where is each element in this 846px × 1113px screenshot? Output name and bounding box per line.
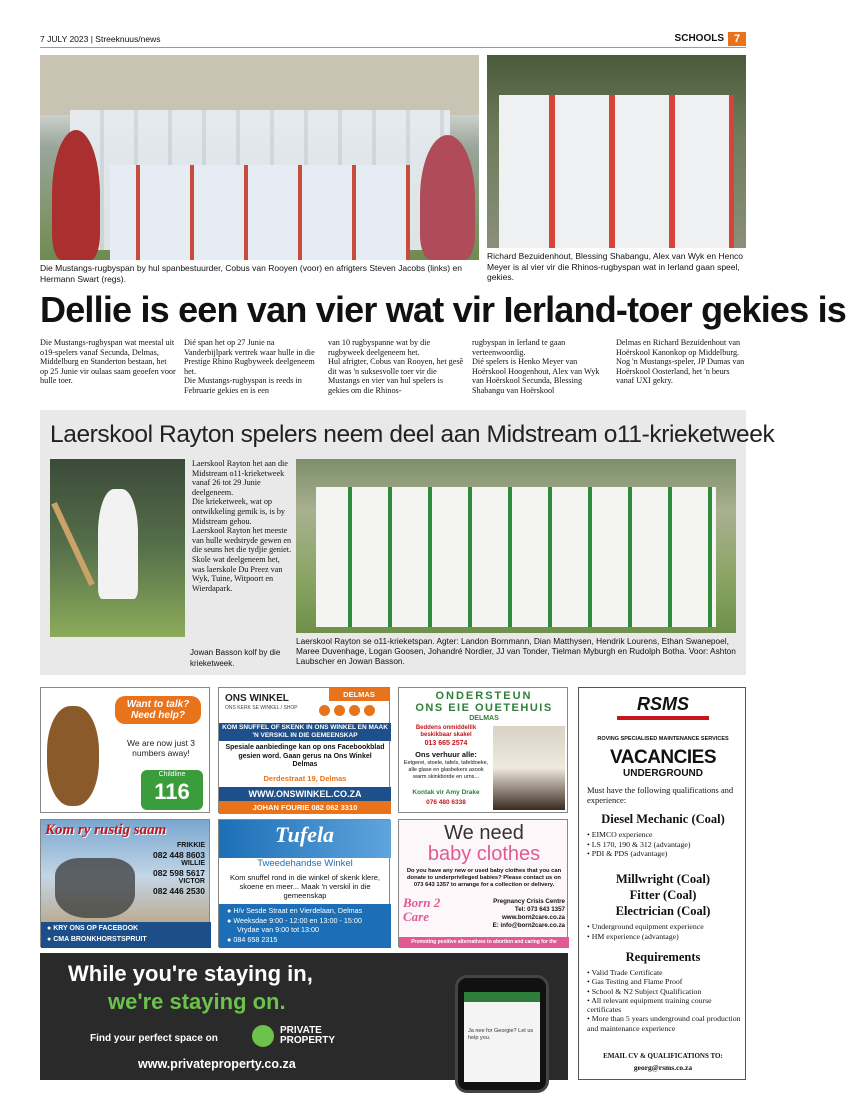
ons-winkel-town: DELMAS xyxy=(329,688,389,701)
rsms-email[interactable]: georg@rsms.co.za xyxy=(633,1063,693,1072)
rsms-logo xyxy=(579,694,747,715)
baby-web[interactable]: www.born2care.co.za xyxy=(501,914,565,921)
tufela-ad xyxy=(218,819,390,947)
ons-winkel-body: Spesiale aanbiedinge kan op ons Facebookblad gesien word. Gaan gerus na Ons Winkel Delmas xyxy=(225,744,385,768)
ons-winkel-tagline: ONS KERK SE WINKEL / SHOP xyxy=(225,705,298,711)
rugby-column-3: van 10 rugbyspanne wat by die rugbyweek deelgeneem het. Hul afrigter, Cobus van Rooyen, het gesê dit was 'n suksesvolle toer vir die Mustangs en vier van hul spelers is gekies om die Rhinos- xyxy=(328,338,464,395)
ouetehuis-sale-list: Eetgerei, stoele, tafels, tafeldoeke, alle glase en glasbekers asook warm skinkborde en urns... xyxy=(403,760,489,780)
cricket-team-caption: Laerskool Rayton se o11-krieketspan. Agter: Landon Bornmann, Dian Matthysen, Hendrik Lourens, Ethan Swanepoel, Maree Duvenhage, Logan Goosen, Johandré Nordier, JJ van Tonder, Tielman Myburgh en Rudolph Botha. Voor: Ashton Laubscher en Jowan Basson. xyxy=(296,636,736,666)
mustangs-photo-caption: Die Mustangs-rugbyspan by hul spanbestuurder, Cobus van Rooyen (voor) en afrigters Steven Jacobs (links) en Hermann Swart (regs). xyxy=(40,263,462,284)
pp-find: Find your perfect space on xyxy=(90,1033,218,1044)
childline-brand: Childline xyxy=(158,771,186,778)
page-number: 7 xyxy=(728,32,746,46)
rsms-vacancies-ad xyxy=(578,687,746,1080)
contact-phone: 082 598 5617 xyxy=(153,868,205,878)
list-item: • LS 170, 190 & 312 (advantage) xyxy=(587,839,691,849)
rsms-role2: Millwright (Coal) xyxy=(615,872,711,886)
list-item: • Valid Trade Certificate xyxy=(587,968,663,977)
pp-brand xyxy=(280,1026,335,1046)
pp-phone-text: Ja nee for Georgie? Let us help you. xyxy=(468,1028,534,1041)
rsms-sub: ROVING SPECIALISED MAINTENANCE SERVICES xyxy=(597,736,729,742)
rustig-footer xyxy=(41,922,211,948)
rugby-column-1: Die Mustangs-rugbyspan wat meestal uit o19-spelers vanaf Secunda, Delmas, Middelburg en Standerton bestaan, het op 25 Junie vir oulaas saam geoefen voor hulle toer. xyxy=(40,338,176,386)
private-property-ad xyxy=(40,953,568,1080)
facebook-icon xyxy=(319,705,330,716)
tufela-address: ● H/v Sesde Straat en Vierdelaan, Delmas xyxy=(227,906,363,915)
pp-logo-icon xyxy=(252,1025,274,1047)
rsms-role3: Fitter (Coal) xyxy=(629,888,697,902)
list-item: • PDI & PDS (advantage) xyxy=(587,849,668,858)
list-item: • EIMCO experience xyxy=(587,830,653,839)
tufela-info xyxy=(219,904,391,948)
contact-phone: 082 446 2530 xyxy=(153,886,205,896)
pp-url[interactable]: www.privateproperty.co.za xyxy=(138,1057,296,1071)
rugby-column-4: rugbyspan in Ierland te gaan verteenwoordig. Dié spelers is Henko Meyer van Hoërskool Hoogenhout, Alex van Wyk van Hoërskool Secunda, Blessing Shabangu van Hoërskool xyxy=(472,338,600,395)
rugby-column-2: Dié span het op 27 Junie na Vanderbijlpark vertrek waar hulle in die Prestige Rhino Rugbyweek deelgeneem het. Die Mustangs-rugbyspan is reeds in Februarie gekies en is een xyxy=(184,338,315,395)
list-item: • Gas Testing and Flame Proof xyxy=(587,977,683,987)
pp-line2: we're staying on. xyxy=(108,989,286,1014)
rhinos-photo-caption: Richard Bezuidenhout, Blessing Shabangu, Alex van Wyk en Henco Meyer is al vier vir die Rhinos-rugbyspan wat in Ierland gaan speel, gekies. xyxy=(487,251,744,282)
batsman-photo xyxy=(50,459,185,637)
contact-name: VICTOR xyxy=(178,878,205,885)
baby-title1: We need xyxy=(444,822,524,844)
list-item: • HM experience (advantage) xyxy=(587,931,679,941)
pp-brand2: PROPERTY xyxy=(280,1035,336,1046)
cricket-article xyxy=(40,410,775,675)
instagram-icon xyxy=(349,705,360,716)
section-label: SCHOOLS xyxy=(674,33,724,44)
rsms-role4: Electrician (Coal) xyxy=(615,904,711,918)
mustangs-team-photo xyxy=(40,55,479,260)
childline-ad xyxy=(40,687,210,813)
ons-winkel-contact: JOHAN FOURIE 082 062 3310 xyxy=(219,801,391,814)
contact-name: FRIKKIE xyxy=(177,842,205,849)
motorbike-icon xyxy=(55,858,135,918)
list-item: • More than 5 years underground coal production and maintenance experience xyxy=(587,1014,741,1033)
baby-contact xyxy=(471,898,565,930)
tufela-logo: Tufela xyxy=(275,822,335,847)
ons-winkel-site: WWW.ONSWINKEL.CO.ZA xyxy=(219,787,391,801)
tufela-hours1: ● Weeksdae 9:00 - 12:00 en 13:00 - 15:00 xyxy=(227,915,362,925)
facebook-icon: ● xyxy=(47,925,52,932)
ons-winkel-title: KOM SNUFFEL OF SKENK IN ONS WINKEL EN MAAK 'N VERSKIL IN DIE GEMEENSKAP xyxy=(219,723,391,741)
location-pin-icon: ● xyxy=(227,906,232,915)
tufela-hours2: Vrydae van 9:00 tot 13:00 xyxy=(237,925,320,934)
ons-winkel-address: Derdestraat 19, Delmas xyxy=(263,774,347,783)
ouetehuis-sale-title: Ons verhuur alle: xyxy=(415,750,477,759)
baby-footer: Promoting positive alternatives to abortion and caring for the xyxy=(399,937,569,948)
childline-line: We are now just 3 numbers away! xyxy=(127,738,195,758)
phone-icon: ● xyxy=(227,934,232,944)
rsms-underground: UNDERGROUND xyxy=(623,768,703,779)
ouetehuis-town: DELMAS xyxy=(469,715,499,722)
baby-email[interactable]: E: info@born2care.co.za xyxy=(492,922,565,929)
rustig-cma: ● CMA BRONKHORSTSPRUIT xyxy=(47,935,147,943)
dining-table-photo xyxy=(493,726,565,810)
rustig-fb: ● KRY ONS OP FACEBOOK xyxy=(47,925,139,932)
rsms-logo-text: RSMS xyxy=(636,694,689,714)
page-header xyxy=(40,32,746,48)
pp-line1: While you're staying in, xyxy=(68,961,313,986)
rsms-req-title: Requirements xyxy=(625,950,701,964)
rsms-role1: Diesel Mechanic (Coal) xyxy=(601,812,725,826)
tufela-banner xyxy=(219,820,391,858)
cricket-body: Laerskool Rayton het aan die Midstream o11-krieketweek vanaf 26 tot 29 Junie deelgeneem. Die krieketweek, wat op ontwikkeling gemik is, is by Midstream gehou. Laerskool Rayton het meeste van hulle wedstryde gewen en die seuns het die tydjie geniet. Skole wat deelgeneem het, was laerskole Du Preez van Wyk, Tuine, Witpoort en Wierdapark. xyxy=(192,459,292,593)
contact-name: WILLIE xyxy=(181,860,205,867)
rustig-title: Kom ry rustig saam xyxy=(45,822,167,838)
twitter-icon xyxy=(334,705,345,716)
ons-winkel-logo: ONS WINKEL xyxy=(225,693,289,704)
baby-tel: Tel: 073 643 1357 xyxy=(514,906,565,913)
rugby-column-5: Delmas en Richard Bezuidenhout van Hoërskool Kanonkop op Middelburg. Nog 'n Mustangs-speler, JP Dumas van Hoërskool Oosterland, het 'n beurs vanaf UXI gekry. xyxy=(616,338,745,386)
tufela-body: Kom snuffel rond in die winkel of skenk klere, skoene en meer... Maak 'n verskil in die gemeenskap xyxy=(230,873,380,900)
ons-winkel-ad xyxy=(218,687,390,813)
rsms-vacancies: VACANCIES xyxy=(610,747,716,768)
clock-icon: ● xyxy=(227,915,232,925)
publication-date: 7 JULY 2023 | Streeknuus/news xyxy=(40,34,161,44)
pp-brand1: PRIVATE xyxy=(280,1025,322,1036)
ouetehuis-contact: Kontak vir Amy Drake xyxy=(412,789,480,796)
childline-bubble: Want to talk? Need help? xyxy=(115,696,201,724)
rsms-email-label: EMAIL CV & QUALIFICATIONS TO: xyxy=(603,1052,723,1060)
ouetehuis-ad xyxy=(398,687,568,813)
list-item: • School & N2 Subject Qualification xyxy=(587,986,702,996)
teddy-bear-icon xyxy=(47,706,99,806)
childline-phone: 116 xyxy=(154,779,190,804)
phone-mockup-icon xyxy=(455,975,549,1093)
list-item: • All relevant equipment training course certificates xyxy=(587,995,712,1015)
contact-phone: 082 448 8603 xyxy=(153,850,205,860)
ouetehuis-need-phone: 013 665 2574 xyxy=(424,740,468,747)
rsms-intro: Must have the following qualifications and experience: xyxy=(587,785,734,805)
ouetehuis-need: Beddens onmiddellik beskikbaar skakel xyxy=(415,725,477,738)
rugby-headline: Dellie is een van vier wat vir Ierland-toer gekies is xyxy=(40,289,846,330)
location-pin-icon: ● xyxy=(47,935,52,943)
baby-clothes-ad xyxy=(398,819,568,947)
rhinos-players-photo xyxy=(487,55,746,248)
tufela-phone: ● 084 658 2315 xyxy=(227,934,278,944)
social-icons xyxy=(319,705,385,717)
ouetehuis-contact-phone: 076 480 6338 xyxy=(426,799,466,806)
cricket-headline: Laerskool Rayton spelers neem deel aan Midstream o11-krieketweek xyxy=(50,421,775,448)
rsms-role-list xyxy=(587,922,739,941)
childline-number xyxy=(141,770,203,810)
rsms-req-list xyxy=(587,968,741,1033)
tufela-sub: Tweedehandse Winkel xyxy=(257,858,353,869)
email-icon xyxy=(364,705,375,716)
kom-ry-rustig-ad xyxy=(40,819,210,947)
rustig-contacts xyxy=(125,842,205,896)
baby-title2: baby clothes xyxy=(427,843,541,865)
list-item: • Underground equipment experience xyxy=(587,922,704,931)
ouetehuis-title1: ONDERSTEUN xyxy=(435,690,533,702)
ouetehuis-title2: ONS EIE OUETEHUIS xyxy=(415,702,553,714)
baby-body: Do you have any new or used baby clothes that you can donate to underprivileged babies? Please contact us on 073 643 1357 to arrange for a collection or delivery. xyxy=(406,868,562,888)
born2care-logo: Born 2 Care xyxy=(403,895,441,924)
rsms-role1-list xyxy=(587,830,739,859)
batsman-caption: Jowan Basson kolf by die krieketweek. xyxy=(190,648,281,668)
baby-org: Pregnancy Crisis Centre xyxy=(493,898,565,905)
cricket-team-photo xyxy=(296,459,736,633)
